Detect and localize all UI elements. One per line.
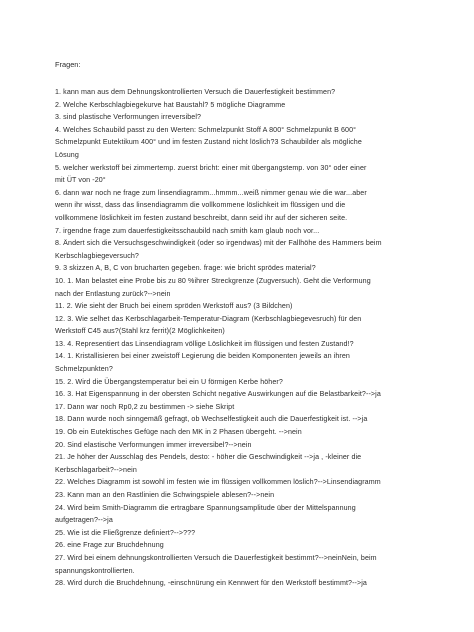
text-line: 17. Dann war noch Rp0,2 zu bestimmen -> siehe Skript bbox=[55, 402, 235, 411]
text-line: 18. Dann wurde noch sinngemäß gefragt, ob Wechselfestigkeit auch die Dauerfestigkeit ist. -->ja bbox=[55, 415, 368, 424]
text-line: 5. welcher werkstoff bei zimmertemp. zuerst bricht: einer mit übergangstemp. von 30° oder einer bbox=[55, 163, 367, 172]
text-line: 19. Ob ein Eutektisches Gefüge nach den MK in 2 Phasen übergeht. -->nein bbox=[55, 428, 302, 437]
text-line: 21. Je höher der Ausschlag des Pendels, desto: - höher die Geschwindigkeit -->ja , -kleiner die bbox=[55, 453, 362, 462]
text-line: Schmelzpunkten? bbox=[55, 365, 113, 374]
text-line: aufgetragen?-->ja bbox=[55, 516, 113, 525]
text-line: 14. 1. Kristallisieren bei einer zweistoff Legierung die beiden Komponenten jeweils an ihren bbox=[55, 352, 350, 361]
text-line: 28. Wird durch die Bruchdehnung, -einschnürung ein Kennwert für den Werkstoff bestimmt?-->ja bbox=[55, 579, 367, 588]
text-line: 13. 4. Representiert das Linsendiagram völlige Löslichkeit im flüssigen und festen Zustand!? bbox=[55, 339, 354, 348]
text-line: wenn ihr wisst, dass das linsendiagramm die vollkommene löslichkeit im flüssigen und die bbox=[55, 201, 346, 210]
text-line: 26. eine Frage zur Bruchdehnung bbox=[55, 541, 164, 550]
question-list bbox=[55, 86, 456, 590]
text-line: 25. Wie ist die Fließgrenze definiert?-->??? bbox=[55, 528, 196, 537]
text-line: Werkstoff C45 aus?(Stahl krz ferrit)(2 Möglichkeiten) bbox=[55, 327, 225, 336]
text-line: mit ÜT von -20° bbox=[55, 176, 106, 185]
text-line: spannungskontrollierten. bbox=[55, 566, 135, 575]
text-line: 24. Wird beim Smith-Diagramm die ertragbare Spannungsamplitude über der Mittelspannung bbox=[55, 503, 356, 512]
text-line: 6. dann war noch ne frage zum linsendiagramm...hmmm...weiß nimmer genau wie die war...aber bbox=[55, 188, 367, 197]
text-line: 8. Ändert sich die Versuchsgeschwindigkeit (oder so irgendwas) mit der Fallhöhe des Hammers beim bbox=[55, 239, 382, 248]
text-line: 20. Sind elastische Verformungen immer irreversibel?-->nein bbox=[55, 440, 252, 449]
text-line: 11. 2. Wie sieht der Bruch bei einem spröden Werkstoff aus? (3 Bildchen) bbox=[55, 302, 293, 311]
text-line: vollkommene löslichkeit im festen zustand beschreibt, dann seid ihr auf der sicheren seite. bbox=[55, 213, 348, 222]
text-line: 12. 3. Wie selhet das Kerbschlagarbeit-Temperatur-Diagram (Kerbschlagbiegevesruch) für den bbox=[55, 314, 362, 323]
text-line: Lösung bbox=[55, 150, 79, 159]
text-line: Schmelzpunkt Eutektikum 400° und im festen Zustand nicht löslich?3 Schaubilder als mögliche bbox=[55, 138, 362, 147]
text-line: 15. 2. Wird die Übergangstemperatur bei ein U förmigen Kerbe höher? bbox=[55, 377, 283, 386]
heading: Fragen: bbox=[55, 60, 81, 69]
text-line: 23. Kann man an den Rastlinien die Schwingspiele ablesen?-->nein bbox=[55, 491, 275, 499]
text-line: 9. 3 skizzen A, B, C von brucharten gegeben. frage: wie bricht sprödes material? bbox=[55, 264, 316, 273]
text-line: 10. 1. Man belastet eine Probe bis zu 80 %ihrer Streckgrenze (Zugversuch). Geht die Verformung bbox=[55, 276, 371, 285]
text-line: 7. irgendne frage zum dauerfestigkeitsschaubild nach smith kam glaub noch vor... bbox=[55, 226, 320, 235]
text-line: Kerbschlagarbeit?-->nein bbox=[55, 465, 137, 474]
text-line: 16. 3. Hat Eigenspannung in der obersten Schicht negative Auswirkungen auf die Belastbarkeit?-->ja bbox=[55, 390, 381, 399]
text-line: 27. Wird bei einem dehnungskontrollierten Versuch die Dauerfestigkeit bestimmt?-->neinNein, beim bbox=[55, 553, 377, 562]
text-line: 4. Welches Schaubild passt zu den Werten: Schmelzpunkt Stoff A 800° Schmelzpunkt B 600° bbox=[55, 125, 357, 134]
text-line: Kerbschlagbiegeversuch? bbox=[55, 251, 139, 260]
text-line: 2. Welche Kerbschlagbiegekurve hat Baustahl? 5 mögliche Diagramme bbox=[55, 100, 286, 109]
text-line: 1. kann man aus dem Dehnungskontrollierten Versuch die Dauerfestigkeit bestimmen? bbox=[55, 88, 336, 96]
text-line: 22. Welches Diagramm ist sowohl im festen wie im flüssigen vollkommen löslich?-->Linsendiagramm bbox=[55, 478, 381, 487]
text-line: 3. sind plastische Verformungen irreversibel? bbox=[55, 113, 202, 122]
text-line: nach der Entlastung zurück?-->nein bbox=[55, 289, 171, 298]
